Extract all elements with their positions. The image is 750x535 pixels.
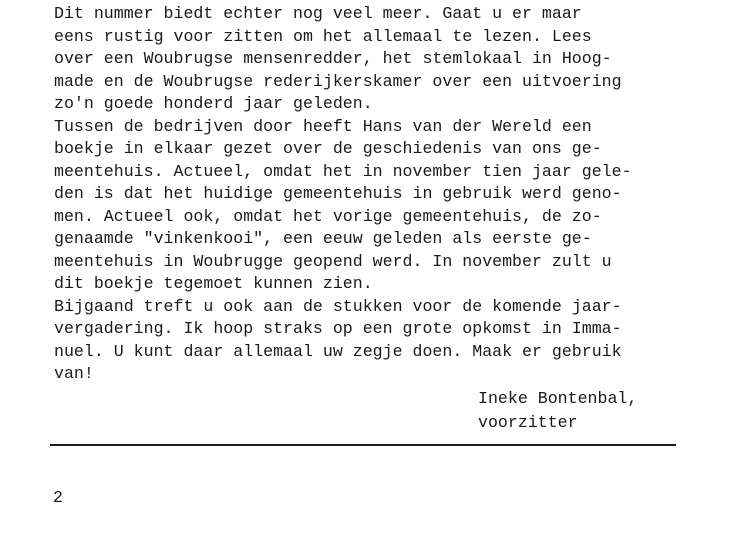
- signature-block: [478, 387, 637, 435]
- body-line: nuel. U kunt daar allemaal uw zegje doen. Maak er gebruik: [54, 341, 622, 361]
- horizontal-rule: [50, 444, 676, 446]
- body-line: men. Actueel ook, omdat het vorige gemeentehuis, de zo-: [54, 206, 602, 226]
- signature-name: Ineke Bontenbal,: [478, 389, 638, 408]
- signature-role: voorzitter: [478, 413, 578, 432]
- body-line: eens rustig voor zitten om het allemaal te lezen. Lees: [54, 26, 592, 46]
- body-line: Tussen de bedrijven door heeft Hans van der Wereld een: [54, 116, 592, 136]
- body-text: [54, 3, 744, 386]
- body-line: van!: [54, 364, 94, 383]
- body-line: meentehuis in Woubrugge geopend werd. In november zult u: [54, 251, 612, 271]
- page-number: 2: [53, 488, 63, 507]
- body-line: Dit nummer biedt echter nog veel meer. Gaat u er maar: [54, 4, 582, 23]
- body-line: zo'n goede honderd jaar geleden.: [54, 94, 373, 113]
- body-line: made en de Woubrugse rederijkerskamer over een uitvoering: [54, 71, 622, 91]
- body-line: over een Woubrugse mensenredder, het stemlokaal in Hoog-: [54, 49, 612, 68]
- body-line: vergadering. Ik hoop straks op een grote opkomst in Imma-: [54, 319, 622, 338]
- body-line: den is dat het huidige gemeentehuis in gebruik werd geno-: [54, 184, 622, 203]
- body-line: meentehuis. Actueel, omdat het in november tien jaar gele-: [54, 161, 632, 181]
- body-line: boekje in elkaar gezet over de geschiedenis van ons ge-: [54, 139, 602, 158]
- body-line: Bijgaand treft u ook aan de stukken voor de komende jaar-: [54, 296, 622, 316]
- body-line: genaamde "vinkenkooi", een eeuw geleden als eerste ge-: [54, 229, 592, 248]
- body-line: dit boekje tegemoet kunnen zien.: [54, 274, 373, 293]
